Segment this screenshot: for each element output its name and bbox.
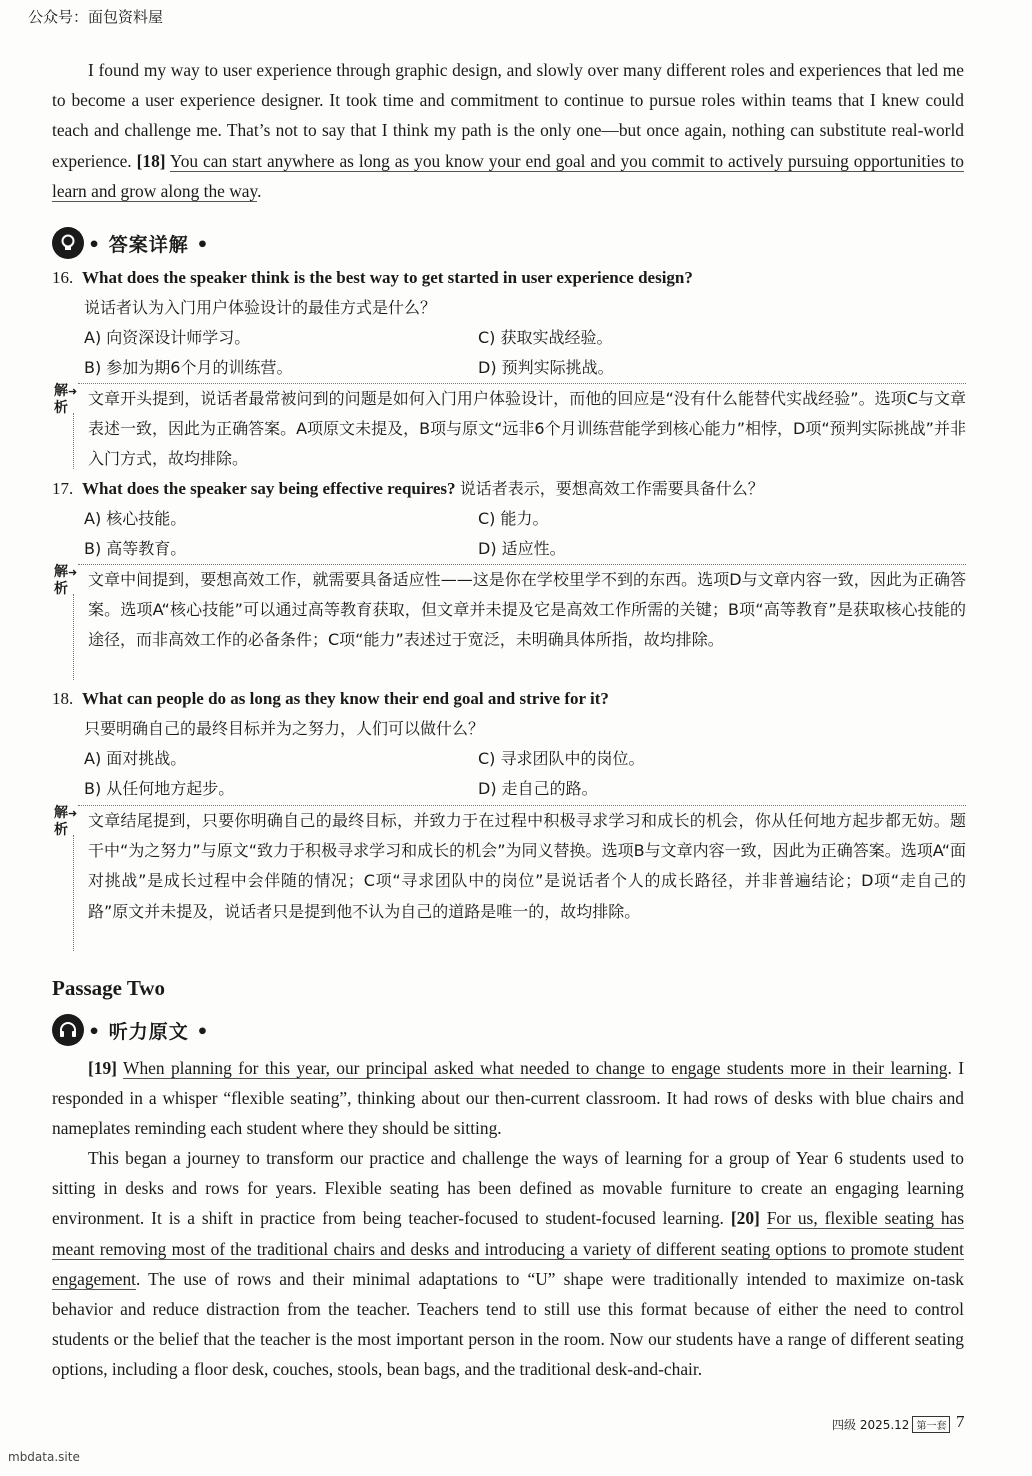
q18-option-b: B) 从任何地方起步。 <box>84 779 235 798</box>
q17-option-b: B) 高等教育。 <box>84 539 187 558</box>
arrow-icon: ➜ <box>68 567 78 579</box>
headphones-icon <box>52 1014 84 1046</box>
q18-chinese: 只要明确自己的最终目标并为之努力，人们可以做什么？ <box>84 719 485 738</box>
underline-19: When planning for this year, our principal asked what needed to change to engage students more in their learning <box>123 1058 948 1078</box>
tag-18: [18] <box>136 150 166 171</box>
intro-end: . <box>257 180 262 201</box>
transcript-section-header <box>52 1013 210 1047</box>
q17-text: What does the speaker say being effective requires? <box>82 479 456 498</box>
tag-20: [20] <box>730 1208 760 1229</box>
transcript-paragraph-1 <box>52 1053 964 1144</box>
q16-chinese: 说话者认为入门用户体验设计的最佳方式是什么？ <box>84 298 437 317</box>
q18-text: What can people do as long as they know their end goal and strive for it? <box>82 689 609 708</box>
q16-explanation <box>52 383 966 475</box>
intro-paragraph <box>52 55 964 206</box>
q16-number: 16. <box>52 268 74 287</box>
passage-two-title: Passage Two <box>52 976 165 1000</box>
q17-option-c: C) 能力。 <box>478 509 549 528</box>
q18-option-c: C) 寻求团队中的岗位。 <box>478 749 645 768</box>
q17-explanation <box>52 564 966 686</box>
question-16 <box>52 263 964 293</box>
q18-option-a: A) 面对挑战。 <box>84 749 187 768</box>
q18-option-d: D) 走自己的路。 <box>478 779 598 798</box>
q17-number: 17. <box>52 479 74 498</box>
watermark: mbdata.site <box>8 1450 80 1464</box>
page-footer <box>832 1416 950 1433</box>
transcript-p1-rest: . I responded in a whisper “flexible seating”, thinking about our then-current classroom. It had rows of desks with blue chairs and nameplates reminding each student where they should be sitting. <box>52 1058 964 1139</box>
answer-section-header <box>52 226 210 260</box>
q16-explanation-rule <box>73 413 74 469</box>
q16-option-d: D) 预判实际挑战。 <box>478 358 614 377</box>
arrow-icon: ➜ <box>68 808 78 820</box>
transcript-p2-rest: . The use of rows and their minimal adaptations to “U” shape were traditionally intended to maximize on-task behavior and reduce distraction from the teacher. Teachers tend to still use this format because of either the need to control students or the belief that the teacher is the most important person in the room. Now our students have a range of different seating options, including a floor desk, couches, stools, bean bags, and the traditional desk-and-chair. <box>52 1268 964 1380</box>
q16-text: What does the speaker think is the best way to get started in user experience design? <box>82 268 693 287</box>
transcript-paragraph-2 <box>52 1143 964 1385</box>
answer-section-title: • 答案详解 • <box>88 233 210 256</box>
question-18 <box>52 684 964 714</box>
footer-set: 第一套 <box>912 1416 950 1433</box>
transcript-p2-text: This began a journey to transform our practice and challenge the ways of learning for a group of Year 6 students used to sitting in desks and rows for years. Flexible seating has been defined as movable furniture to create an engaging learning environment. It is a shift in practice from being teacher-focused to student-focused learning. <box>52 1148 964 1229</box>
q16-option-b: B) 参加为期6个月的训练营。 <box>84 358 293 377</box>
intro-text: I found my way to user experience through graphic design, and slowly over many different roles and experiences that led me to become a user experience designer. It took time and commitment to continue to pursue roles within teams that I knew could teach and challenge me. That’s not to say that I think my path is the only one—but once again, nothing can substitute real-world experience. <box>52 60 964 171</box>
q18-explanation <box>52 805 966 957</box>
q16-option-c: C) 获取实战经验。 <box>478 328 613 347</box>
q16-option-a: A) 向资深设计师学习。 <box>84 328 251 347</box>
underline-18: You can start anywhere as long as you know your end goal and you commit to actively pursuing opportunities to learn and grow along the way <box>52 150 964 201</box>
arrow-icon: ➜ <box>68 386 78 398</box>
q18-explanation-rule <box>73 835 74 951</box>
q16-explanation-text: 文章开头提到，说话者最常被问到的问题是如何入门用户体验设计，而他的回应是“没有什么能替代实战经验”。选项C与文章表述一致，因此为正确答案。A项原文未提及，B项与原文“远非6个月训练营能学到核心能力”相悖，D项“预判实际挑战”并非入门方式，故均排除。 <box>88 389 966 469</box>
footer-level: 四级 2025.12 <box>832 1418 910 1432</box>
q17-chinese: 说话者表示，要想高效工作需要具备什么？ <box>459 479 764 498</box>
lightbulb-icon <box>52 227 84 259</box>
question-17 <box>52 474 964 504</box>
tag-19: [19] <box>88 1058 117 1078</box>
underline-20: For us, flexible seating has meant removing most of the traditional chairs and desks and introducing a variety of different seating options to promote student engagement <box>52 1208 964 1289</box>
q17-option-d: D) 适应性。 <box>478 539 566 558</box>
q17-explanation-rule <box>73 594 74 680</box>
q16-explanation-label: 解析 <box>54 383 68 416</box>
q17-explanation-text: 文章中间提到，要想高效工作，就需要具备适应性——这是你在学校里学不到的东西。选项D与文章内容一致，因此为正确答案。选项A“核心技能”可以通过高等教育获取，但文章并未提及它是高效工作所需的关键；B项“高等教育”是获取核心技能的途径，而非高效工作的必备条件；C项“能力”表述过于宽泛，未明确具体所指，故均排除。 <box>88 570 966 650</box>
q18-explanation-label: 解析 <box>54 805 68 838</box>
q18-number: 18. <box>52 689 74 708</box>
q18-explanation-text: 文章结尾提到，只要你明确自己的最终目标，并致力于在过程中积极寻求学习和成长的机会，你从任何地方起步都无妨。题干中“为之努力”与原文“致力于积极寻求学习和成长的机会”为同义替换。选项B与文章内容一致，因此为正确答案。选项A“面对挑战”是成长过程中会伴随的情况；C项“寻求团队中的岗位”是说话者个人的成长路径，并非普遍结论；D项“走自己的路”原文并未提及，说话者只是提到他不认为自己的道路是唯一的，故均排除。 <box>88 811 966 921</box>
transcript-section-title: • 听力原文 • <box>88 1020 210 1043</box>
q17-option-a: A) 核心技能。 <box>84 509 187 528</box>
q17-explanation-label: 解析 <box>54 564 68 597</box>
page-number: 7 <box>956 1412 965 1431</box>
page-header: 公众号：面包资料屋 <box>28 8 164 26</box>
